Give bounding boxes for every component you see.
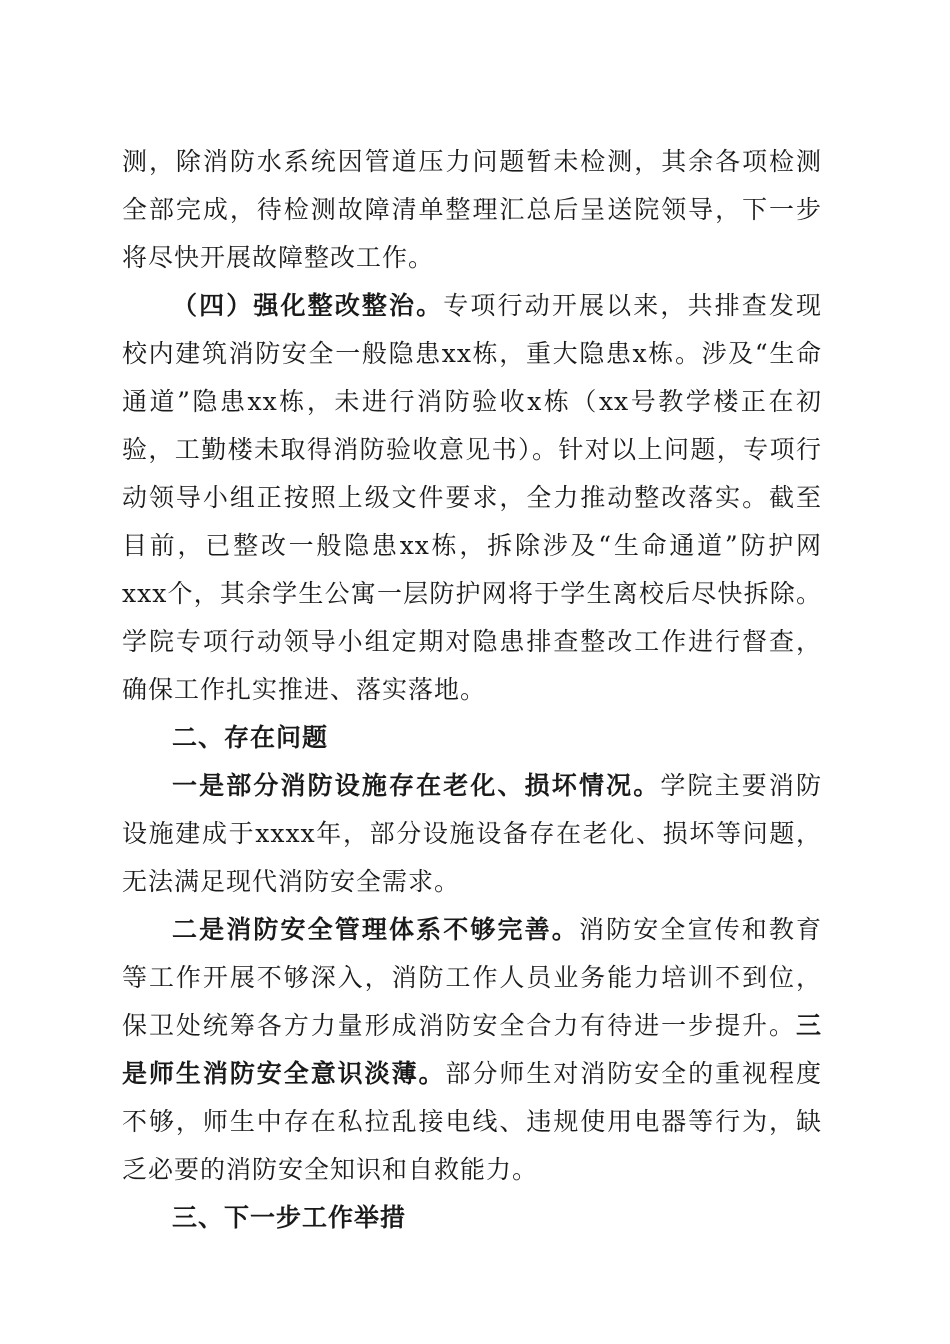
section-heading-next-steps: 三、下一步工作举措 bbox=[172, 1203, 407, 1232]
paragraph-lead: 一是部分消防设施存在老化、损坏情况。 bbox=[172, 771, 661, 800]
paragraph-body-3: 部分师生对消防安全的重视程度不够，师生中存在私拉乱接电线、违规使用电器等行为，缺乏必要的消防安全知识和自救能力。 bbox=[122, 1059, 822, 1184]
paragraph-issue-1 bbox=[122, 762, 822, 906]
paragraph-rectification bbox=[122, 282, 822, 714]
paragraph-lead: （四）强化整改整治。 bbox=[172, 291, 444, 320]
paragraph-lead: 二是消防安全管理体系不够完善。 bbox=[172, 915, 579, 944]
paragraph-issue-2 bbox=[122, 906, 822, 1194]
section-heading-problems: 二、存在问题 bbox=[172, 723, 329, 752]
paragraph-body: 消防安全宣传和教育等工作开展不够深入，消防工作人员业务能力培训不到位，保卫处统筹各方力量形成消防安全合力有待进一步提升。 bbox=[122, 915, 822, 1040]
paragraph-body: 学院主要消防设施建成于xxxx年，部分设施设备存在老化、损坏等问题，无法满足现代消防安全需求。 bbox=[122, 771, 822, 896]
paragraph-continuation: 测，除消防水系统因管道压力问题暂未检测，其余各项检测全部完成，待检测故障清单整理汇总后呈送院领导，下一步将尽快开展故障整改工作。 bbox=[122, 147, 822, 272]
paragraph-lead-3: 三是师生消防安全意识淡薄。 bbox=[122, 1011, 822, 1088]
paragraph-body: 专项行动开展以来，共排查发现校内建筑消防安全一般隐患xx栋，重大隐患x栋。涉及“生命通道”隐患xx栋，未进行消防验收x栋（xx号教学楼正在初验，工勤楼未取得消防验收意见书）。针对以上问题，专项行动领导小组正按照上级文件要求，全力推动整改落实。截至目前，已整改一般隐患xx栋，拆除涉及“生命通道”防护网xxx个，其余学生公寓一层防护网将于学生离校后尽快拆除。学院专项行动领导小组定期对隐患排查整改工作进行督查，确保工作扎实推进、落实落地。 bbox=[122, 291, 822, 704]
document-body bbox=[122, 138, 822, 1242]
